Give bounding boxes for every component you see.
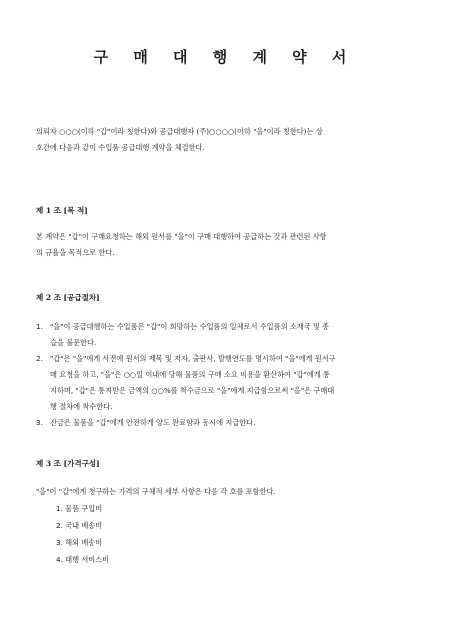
article-3-heading: 제 3 조 [가격구성] xyxy=(36,459,100,468)
list-item xyxy=(36,319,416,351)
list-item-line: 습을 불문한다. xyxy=(50,338,97,347)
list-item: 3. 해외 배송비 xyxy=(56,538,103,547)
list-item xyxy=(36,415,416,431)
article-1-line-2: 의 규율을 목적으로 한다. xyxy=(36,248,115,257)
intro-line-2: 호간에 다음과 같이 수입품 공급대행 계약을 체결한다. xyxy=(36,143,205,152)
list-item: 1. 물품 구입비 xyxy=(56,504,103,513)
intro-line-1: 의뢰자 ○○○(이하 "갑"이라 칭한다)와 공급대행자 (주)○○○○(이하 "을"이라 칭한다)는 상 xyxy=(36,127,323,136)
list-item-line: "을"이 공급대행하는 수입품은 "갑"이 희망하는 수입품의 일체로서 수입품의 소재국 및 종 xyxy=(50,322,330,331)
list-item-number: 1. xyxy=(36,322,43,331)
list-item-number: 3. xyxy=(36,418,43,427)
article-1-line-1: 본 계약은 "갑"이 구매요청하는 해외 원서를 "을"이 구매 대행하여 공급하는 것과 관련된 사항 xyxy=(36,232,327,241)
list-item-number: 2. xyxy=(36,354,43,363)
document-title: 구 매 대 행 계 약 서 xyxy=(93,48,357,66)
article-3-list xyxy=(56,500,109,568)
list-item-line: 행 절차에 착수한다. xyxy=(50,402,113,411)
list-item xyxy=(36,351,416,415)
list-item-line: 지하며, "갑"은 통지받은 금액의 ○○%를 착수금으로 "을"에게 지급함으로써 "을"은 구매대 xyxy=(50,386,335,395)
list-item-line: 잔금은 물품을 "갑"에게 안전하게 양도 완료함과 동시에 지급한다. xyxy=(50,418,256,427)
article-1-body xyxy=(36,229,408,261)
list-item: 4. 대행 서비스비 xyxy=(56,555,110,564)
list-item: 2. 국내 배송비 xyxy=(56,521,103,530)
article-2-list xyxy=(36,319,416,431)
list-item-line: 매 요청을 하고, "을"은 ○○일 이내에 당해 물품의 구매 소요 비용을 환산하여 "갑"에게 통 xyxy=(50,370,330,379)
list-item-line: "갑"은 "을"에게 사전에 원서의 제목 및 저자, 출판사, 발행연도를 명시하여 "을"에게 원서구 xyxy=(50,354,336,363)
article-3-intro: "을"이 "갑"에게 청구하는 가격의 구체적 세부 사항은 다음 각 호를 포함한다. xyxy=(36,487,276,496)
article-1-heading: 제 1 조 [목 적] xyxy=(36,206,88,215)
intro-paragraph xyxy=(36,124,408,156)
article-2-heading: 제 2 조 [공급절차] xyxy=(36,293,100,302)
